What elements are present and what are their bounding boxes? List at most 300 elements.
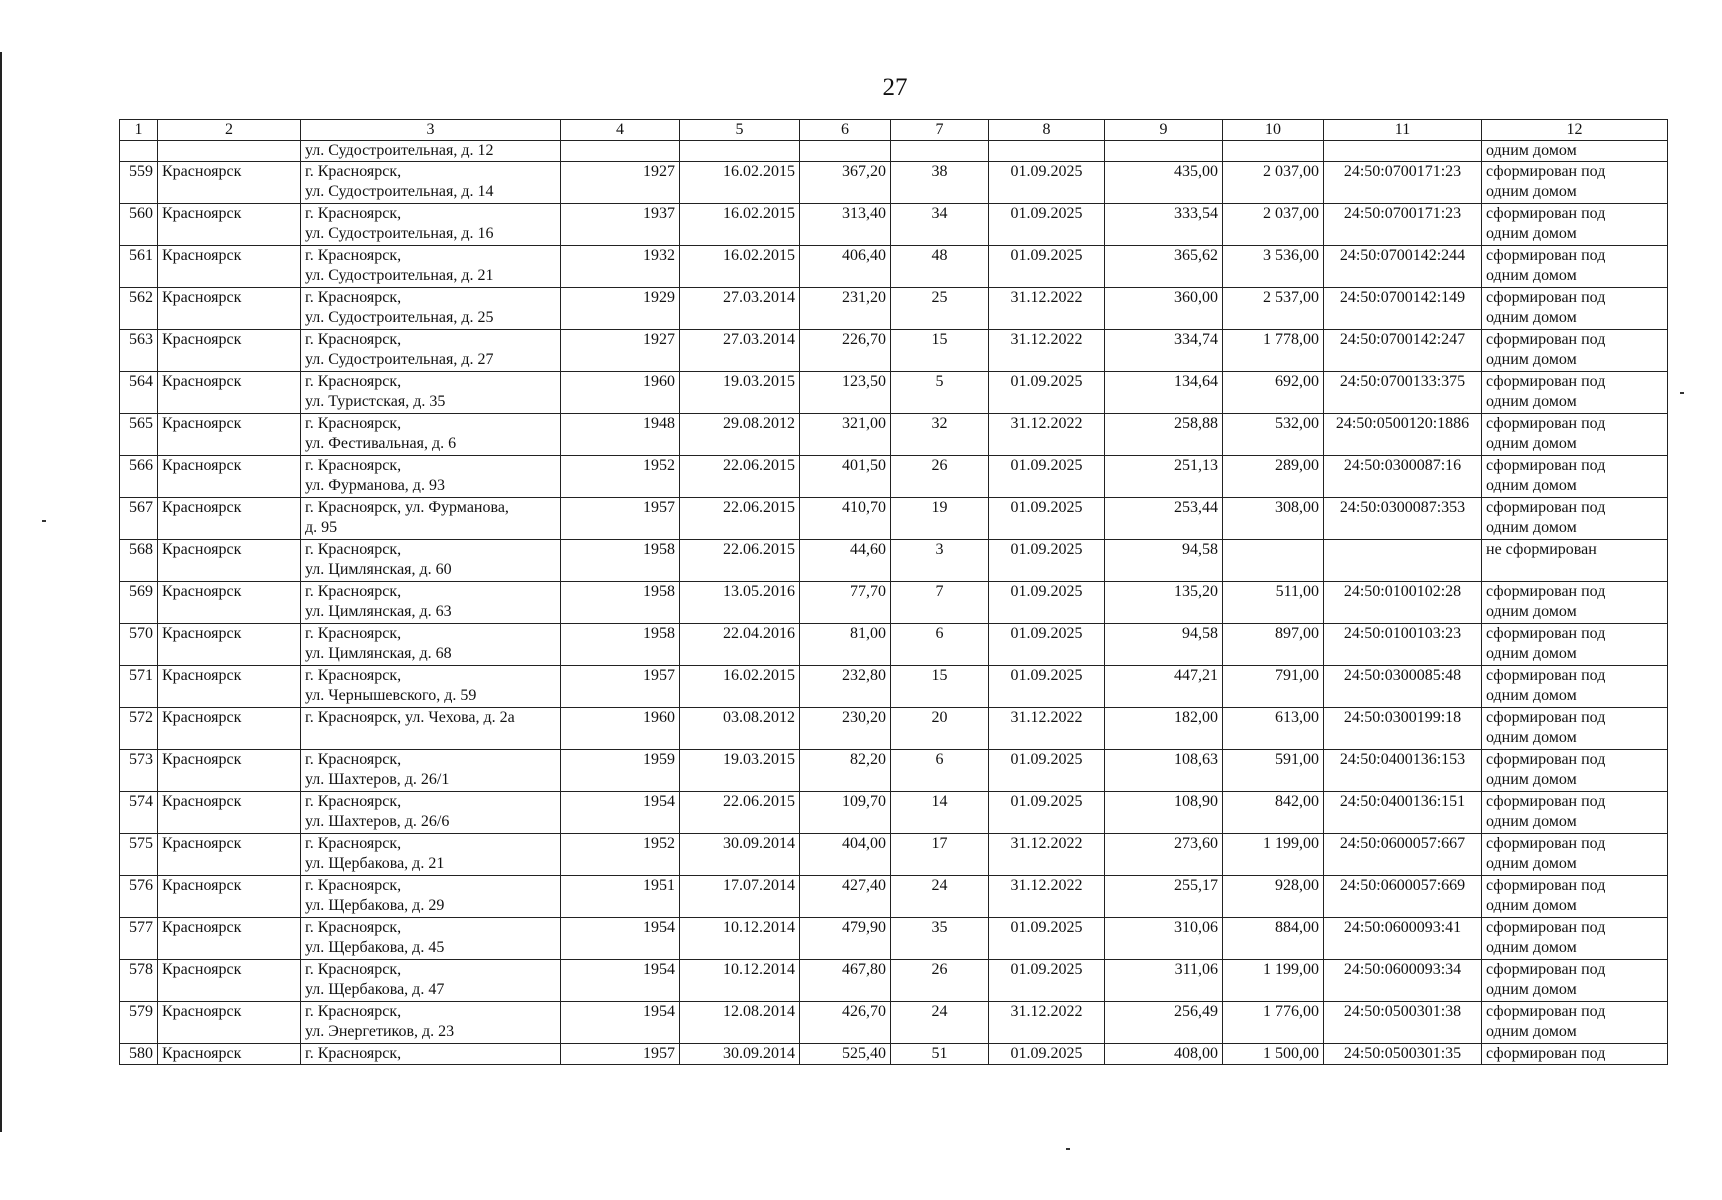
plot-status-line: одним домом <box>1486 351 1577 368</box>
residents-count: 32 <box>891 414 989 456</box>
plot-area: 884,00 <box>1223 918 1324 960</box>
plot-status <box>1482 540 1668 582</box>
table-row <box>120 1002 1668 1044</box>
address-line: г. Красноярск, ул. Чехова, д. 2а <box>305 709 515 726</box>
residents-count: 38 <box>891 162 989 204</box>
address <box>301 918 561 960</box>
residents-count: 24 <box>891 1002 989 1044</box>
land-area: 334,74 <box>1105 330 1223 372</box>
locality: Красноярск <box>158 372 301 414</box>
plot-status-line: сформирован под <box>1486 247 1606 264</box>
cadastral-number: 24:50:0500301:35 <box>1324 1044 1482 1065</box>
total-area: 82,20 <box>800 750 891 792</box>
locality: Красноярск <box>158 288 301 330</box>
locality: Красноярск <box>158 918 301 960</box>
recognition-date: 22.06.2015 <box>680 540 800 582</box>
plot-status <box>1482 1044 1668 1065</box>
locality: Красноярск <box>158 204 301 246</box>
address-line: ул. Энергетиков, д. 23 <box>305 1023 455 1040</box>
plot-status-line: одним домом <box>1486 855 1577 872</box>
plot-area: 308,00 <box>1223 498 1324 540</box>
land-area: 94,58 <box>1105 624 1223 666</box>
plot-area: 2 537,00 <box>1223 288 1324 330</box>
address-line: г. Красноярск, <box>305 667 402 684</box>
build-year: 1954 <box>561 960 680 1002</box>
plot-status-line: одним домом <box>1486 519 1577 536</box>
plot-status-line: сформирован под <box>1486 289 1606 306</box>
plot-area: 897,00 <box>1223 624 1324 666</box>
plot-status-line: сформирован под <box>1486 961 1606 978</box>
resettlement-deadline: 31.12.2022 <box>989 414 1105 456</box>
plot-status-line: сформирован под <box>1486 331 1606 348</box>
address-line: ул. Щербакова, д. 47 <box>305 981 445 998</box>
recognition-date: 03.08.2012 <box>680 708 800 750</box>
recognition-date: 16.02.2015 <box>680 666 800 708</box>
plot-status-line: одним домом <box>1486 897 1577 914</box>
cadastral-number: 24:50:0300087:353 <box>1324 498 1482 540</box>
cadastral-number: 24:50:0100103:23 <box>1324 624 1482 666</box>
land-area: 258,88 <box>1105 414 1223 456</box>
land-area: 182,00 <box>1105 708 1223 750</box>
recognition-date: 29.08.2012 <box>680 414 800 456</box>
total-area: 231,20 <box>800 288 891 330</box>
resettlement-deadline: 01.09.2025 <box>989 582 1105 624</box>
address-line: ул. Фестивальная, д. 6 <box>305 435 457 452</box>
table-row <box>120 792 1668 834</box>
row-number: 567 <box>120 498 158 540</box>
recognition-date: 17.07.2014 <box>680 876 800 918</box>
row-number: 564 <box>120 372 158 414</box>
address <box>301 750 561 792</box>
plot-status-line: сформирован под <box>1486 457 1606 474</box>
address <box>301 624 561 666</box>
table-row <box>120 834 1668 876</box>
plot-status <box>1482 498 1668 540</box>
plot-status <box>1482 666 1668 708</box>
build-year: 1960 <box>561 372 680 414</box>
plot-status <box>1482 1002 1668 1044</box>
resettlement-deadline: 31.12.2022 <box>989 708 1105 750</box>
continued-status: одним домом <box>1482 141 1668 162</box>
plot-status-line: сформирован под <box>1486 835 1606 852</box>
address-line: г. Красноярск, <box>305 289 402 306</box>
build-year: 1954 <box>561 792 680 834</box>
locality: Красноярск <box>158 792 301 834</box>
column-header: 4 <box>561 120 680 141</box>
plot-area: 1 778,00 <box>1223 330 1324 372</box>
residents-count: 35 <box>891 918 989 960</box>
column-header: 6 <box>800 120 891 141</box>
land-area: 365,62 <box>1105 246 1223 288</box>
recognition-date: 16.02.2015 <box>680 204 800 246</box>
address-line: д. 95 <box>305 519 338 536</box>
cadastral-number: 24:50:0600093:34 <box>1324 960 1482 1002</box>
land-area: 435,00 <box>1105 162 1223 204</box>
cadastral-number: 24:50:0100102:28 <box>1324 582 1482 624</box>
land-area: 360,00 <box>1105 288 1223 330</box>
build-year: 1957 <box>561 498 680 540</box>
plot-status-line: сформирован под <box>1486 373 1606 390</box>
plot-status-line: одним домом <box>1486 435 1577 452</box>
land-area: 447,21 <box>1105 666 1223 708</box>
cadastral-number: 24:50:0700142:244 <box>1324 246 1482 288</box>
resettlement-deadline: 31.12.2022 <box>989 288 1105 330</box>
row-number: 566 <box>120 456 158 498</box>
column-header: 7 <box>891 120 989 141</box>
address <box>301 372 561 414</box>
address-line: г. Красноярск, <box>305 1003 402 1020</box>
plot-status-line: сформирован под <box>1486 709 1606 726</box>
address <box>301 1002 561 1044</box>
residents-count: 7 <box>891 582 989 624</box>
row-number: 577 <box>120 918 158 960</box>
plot-status-line: одним домом <box>1486 939 1577 956</box>
plot-status-line: одним домом <box>1486 603 1577 620</box>
locality: Красноярск <box>158 750 301 792</box>
recognition-date: 30.09.2014 <box>680 834 800 876</box>
residents-count: 25 <box>891 288 989 330</box>
plot-area: 692,00 <box>1223 372 1324 414</box>
address-line: г. Красноярск, ул. Фурманова, <box>305 499 509 516</box>
plot-area: 928,00 <box>1223 876 1324 918</box>
row-number: 562 <box>120 288 158 330</box>
build-year: 1948 <box>561 414 680 456</box>
land-area: 94,58 <box>1105 540 1223 582</box>
total-area: 467,80 <box>800 960 891 1002</box>
recognition-date: 19.03.2015 <box>680 750 800 792</box>
land-area: 134,64 <box>1105 372 1223 414</box>
locality: Красноярск <box>158 582 301 624</box>
address <box>301 960 561 1002</box>
land-area: 255,17 <box>1105 876 1223 918</box>
table-row <box>120 918 1668 960</box>
plot-status-line: сформирован под <box>1486 415 1606 432</box>
continued-address: ул. Судостроительная, д. 12 <box>301 141 561 162</box>
column-header: 5 <box>680 120 800 141</box>
address-line: ул. Щербакова, д. 21 <box>305 855 445 872</box>
locality: Красноярск <box>158 666 301 708</box>
plot-status <box>1482 750 1668 792</box>
row-number: 575 <box>120 834 158 876</box>
table-row <box>120 288 1668 330</box>
plot-status-line: одним домом <box>1486 225 1577 242</box>
resettlement-deadline: 01.09.2025 <box>989 960 1105 1002</box>
page-edge-rule <box>0 52 2 1132</box>
plot-status-line: сформирован под <box>1486 499 1606 516</box>
row-number: 573 <box>120 750 158 792</box>
land-area: 273,60 <box>1105 834 1223 876</box>
address <box>301 498 561 540</box>
scan-speck <box>1680 392 1684 394</box>
build-year: 1958 <box>561 540 680 582</box>
address <box>301 330 561 372</box>
plot-status-line: одним домом <box>1486 645 1577 662</box>
plot-status <box>1482 918 1668 960</box>
plot-area <box>1223 540 1324 582</box>
total-area: 321,00 <box>800 414 891 456</box>
plot-status-line: одним домом <box>1486 1023 1577 1040</box>
plot-area: 2 037,00 <box>1223 204 1324 246</box>
row-number: 572 <box>120 708 158 750</box>
address <box>301 792 561 834</box>
row-number: 579 <box>120 1002 158 1044</box>
row-number: 561 <box>120 246 158 288</box>
address-line: г. Красноярск, <box>305 1045 402 1062</box>
locality: Красноярск <box>158 876 301 918</box>
build-year: 1960 <box>561 708 680 750</box>
plot-status-line: сформирован под <box>1486 1003 1606 1020</box>
total-area: 401,50 <box>800 456 891 498</box>
total-area: 109,70 <box>800 792 891 834</box>
address <box>301 876 561 918</box>
residents-count: 3 <box>891 540 989 582</box>
plot-status <box>1482 288 1668 330</box>
locality: Красноярск <box>158 246 301 288</box>
cadastral-number: 24:50:0700133:375 <box>1324 372 1482 414</box>
cadastral-number: 24:50:0700171:23 <box>1324 162 1482 204</box>
land-area: 135,20 <box>1105 582 1223 624</box>
land-area: 256,49 <box>1105 1002 1223 1044</box>
build-year: 1937 <box>561 204 680 246</box>
recognition-date: 22.04.2016 <box>680 624 800 666</box>
plot-status-line: сформирован под <box>1486 919 1606 936</box>
address-line: г. Красноярск, <box>305 877 402 894</box>
address <box>301 414 561 456</box>
plot-area: 289,00 <box>1223 456 1324 498</box>
build-year: 1952 <box>561 456 680 498</box>
address <box>301 162 561 204</box>
address-line: г. Красноярск, <box>305 793 402 810</box>
total-area: 426,70 <box>800 1002 891 1044</box>
column-header: 8 <box>989 120 1105 141</box>
row-number: 568 <box>120 540 158 582</box>
total-area: 226,70 <box>800 330 891 372</box>
plot-status <box>1482 876 1668 918</box>
address-line: ул. Шахтеров, д. 26/1 <box>305 771 450 788</box>
plot-status-line: одним домом <box>1486 267 1577 284</box>
total-area: 427,40 <box>800 876 891 918</box>
plot-status-line: одним домом <box>1486 729 1577 746</box>
scan-speck <box>1066 1148 1070 1150</box>
table-row <box>120 708 1668 750</box>
locality: Красноярск <box>158 162 301 204</box>
address-line: ул. Фурманова, д. 93 <box>305 477 445 494</box>
table-row <box>120 330 1668 372</box>
land-area: 253,44 <box>1105 498 1223 540</box>
cadastral-number: 24:50:0600057:667 <box>1324 834 1482 876</box>
row-number: 580 <box>120 1044 158 1065</box>
row-number: 569 <box>120 582 158 624</box>
continued-row <box>120 141 1668 162</box>
table-row <box>120 666 1668 708</box>
land-area: 251,13 <box>1105 456 1223 498</box>
scan-speck <box>42 520 46 522</box>
residents-count: 17 <box>891 834 989 876</box>
build-year: 1927 <box>561 330 680 372</box>
plot-status-line: одним домом <box>1486 393 1577 410</box>
cadastral-number: 24:50:0300085:48 <box>1324 666 1482 708</box>
land-area: 311,06 <box>1105 960 1223 1002</box>
resettlement-deadline: 01.09.2025 <box>989 372 1105 414</box>
build-year: 1927 <box>561 162 680 204</box>
resettlement-deadline: 01.09.2025 <box>989 456 1105 498</box>
locality: Красноярск <box>158 708 301 750</box>
row-number: 570 <box>120 624 158 666</box>
cadastral-number: 24:50:0600093:41 <box>1324 918 1482 960</box>
plot-status <box>1482 330 1668 372</box>
residents-count: 15 <box>891 666 989 708</box>
table-row <box>120 960 1668 1002</box>
plot-status-line: сформирован под <box>1486 877 1606 894</box>
plot-status <box>1482 246 1668 288</box>
address-line: ул. Шахтеров, д. 26/6 <box>305 813 450 830</box>
row-number: 574 <box>120 792 158 834</box>
locality: Красноярск <box>158 498 301 540</box>
address-line: г. Красноярск, <box>305 331 402 348</box>
page-number: 27 <box>882 74 908 101</box>
row-number: 576 <box>120 876 158 918</box>
address-line: г. Красноярск, <box>305 751 402 768</box>
residents-count: 48 <box>891 246 989 288</box>
address-line: г. Красноярск, <box>305 457 402 474</box>
resettlement-deadline: 01.09.2025 <box>989 204 1105 246</box>
address-line: г. Красноярск, <box>305 373 402 390</box>
plot-status-line: одним домом <box>1486 183 1577 200</box>
plot-area: 3 536,00 <box>1223 246 1324 288</box>
locality: Красноярск <box>158 834 301 876</box>
cadastral-number: 24:50:0700142:247 <box>1324 330 1482 372</box>
resettlement-deadline: 01.09.2025 <box>989 666 1105 708</box>
address-line: ул. Цимлянская, д. 60 <box>305 561 452 578</box>
total-area: 367,20 <box>800 162 891 204</box>
address-line: ул. Щербакова, д. 29 <box>305 897 445 914</box>
row-number: 560 <box>120 204 158 246</box>
recognition-date: 10.12.2014 <box>680 960 800 1002</box>
locality: Красноярск <box>158 414 301 456</box>
table-row <box>120 624 1668 666</box>
address-line: г. Красноярск, <box>305 163 402 180</box>
cadastral-number: 24:50:0700142:149 <box>1324 288 1482 330</box>
address-line: г. Красноярск, <box>305 583 402 600</box>
table-row <box>120 582 1668 624</box>
address-line: ул. Судостроительная, д. 27 <box>305 351 494 368</box>
cadastral-number: 24:50:0400136:153 <box>1324 750 1482 792</box>
recognition-date: 27.03.2014 <box>680 288 800 330</box>
address-line: ул. Туристская, д. 35 <box>305 393 446 410</box>
recognition-date: 30.09.2014 <box>680 1044 800 1065</box>
plot-status-line: одним домом <box>1486 477 1577 494</box>
resettlement-deadline: 31.12.2022 <box>989 834 1105 876</box>
address <box>301 708 561 750</box>
address-line: г. Красноярск, <box>305 625 402 642</box>
address <box>301 246 561 288</box>
recognition-date: 22.06.2015 <box>680 456 800 498</box>
address-line: г. Красноярск, <box>305 247 402 264</box>
total-area: 123,50 <box>800 372 891 414</box>
row-number: 563 <box>120 330 158 372</box>
column-header: 10 <box>1223 120 1324 141</box>
address-line: г. Красноярск, <box>305 205 402 222</box>
resettlement-deadline: 01.09.2025 <box>989 498 1105 540</box>
address <box>301 204 561 246</box>
plot-status <box>1482 834 1668 876</box>
land-area: 408,00 <box>1105 1044 1223 1065</box>
locality: Красноярск <box>158 1044 301 1065</box>
plot-status <box>1482 792 1668 834</box>
table-row <box>120 876 1668 918</box>
column-header: 12 <box>1482 120 1668 141</box>
address-line: ул. Цимлянская, д. 68 <box>305 645 452 662</box>
total-area: 525,40 <box>800 1044 891 1065</box>
plot-status-line: сформирован под <box>1486 163 1606 180</box>
address <box>301 288 561 330</box>
table-row <box>120 372 1668 414</box>
table-row <box>120 498 1668 540</box>
recognition-date: 27.03.2014 <box>680 330 800 372</box>
residents-count: 26 <box>891 960 989 1002</box>
build-year: 1954 <box>561 918 680 960</box>
housing-registry-table <box>119 119 1668 1065</box>
plot-area: 791,00 <box>1223 666 1324 708</box>
recognition-date: 12.08.2014 <box>680 1002 800 1044</box>
recognition-date: 19.03.2015 <box>680 372 800 414</box>
plot-status-line: сформирован под <box>1486 751 1606 768</box>
cadastral-number: 24:50:0600057:669 <box>1324 876 1482 918</box>
residents-count: 34 <box>891 204 989 246</box>
address-line: ул. Щербакова, д. 45 <box>305 939 445 956</box>
land-area: 108,90 <box>1105 792 1223 834</box>
address-line: г. Красноярск, <box>305 961 402 978</box>
address <box>301 540 561 582</box>
plot-status <box>1482 162 1668 204</box>
address <box>301 456 561 498</box>
residents-count: 6 <box>891 750 989 792</box>
cadastral-number: 24:50:0300199:18 <box>1324 708 1482 750</box>
plot-status <box>1482 414 1668 456</box>
table-row <box>120 456 1668 498</box>
address-line: ул. Судостроительная, д. 16 <box>305 225 494 242</box>
build-year: 1957 <box>561 1044 680 1065</box>
total-area: 406,40 <box>800 246 891 288</box>
locality: Красноярск <box>158 540 301 582</box>
address <box>301 1044 561 1065</box>
land-area: 333,54 <box>1105 204 1223 246</box>
row-number: 571 <box>120 666 158 708</box>
plot-status <box>1482 456 1668 498</box>
address-line: г. Красноярск, <box>305 541 402 558</box>
recognition-date: 13.05.2016 <box>680 582 800 624</box>
recognition-date: 16.02.2015 <box>680 246 800 288</box>
total-area: 230,20 <box>800 708 891 750</box>
resettlement-deadline: 01.09.2025 <box>989 162 1105 204</box>
resettlement-deadline: 31.12.2022 <box>989 330 1105 372</box>
address-line: ул. Судостроительная, д. 25 <box>305 309 494 326</box>
residents-count: 5 <box>891 372 989 414</box>
total-area: 77,70 <box>800 582 891 624</box>
cadastral-number: 24:50:0400136:151 <box>1324 792 1482 834</box>
resettlement-deadline: 31.12.2022 <box>989 1002 1105 1044</box>
address <box>301 666 561 708</box>
plot-status-line: сформирован под <box>1486 667 1606 684</box>
plot-status-line: одним домом <box>1486 813 1577 830</box>
total-area: 404,00 <box>800 834 891 876</box>
plot-area: 2 037,00 <box>1223 162 1324 204</box>
total-area: 232,80 <box>800 666 891 708</box>
recognition-date: 10.12.2014 <box>680 918 800 960</box>
land-area: 310,06 <box>1105 918 1223 960</box>
total-area: 479,90 <box>800 918 891 960</box>
plot-area: 511,00 <box>1223 582 1324 624</box>
